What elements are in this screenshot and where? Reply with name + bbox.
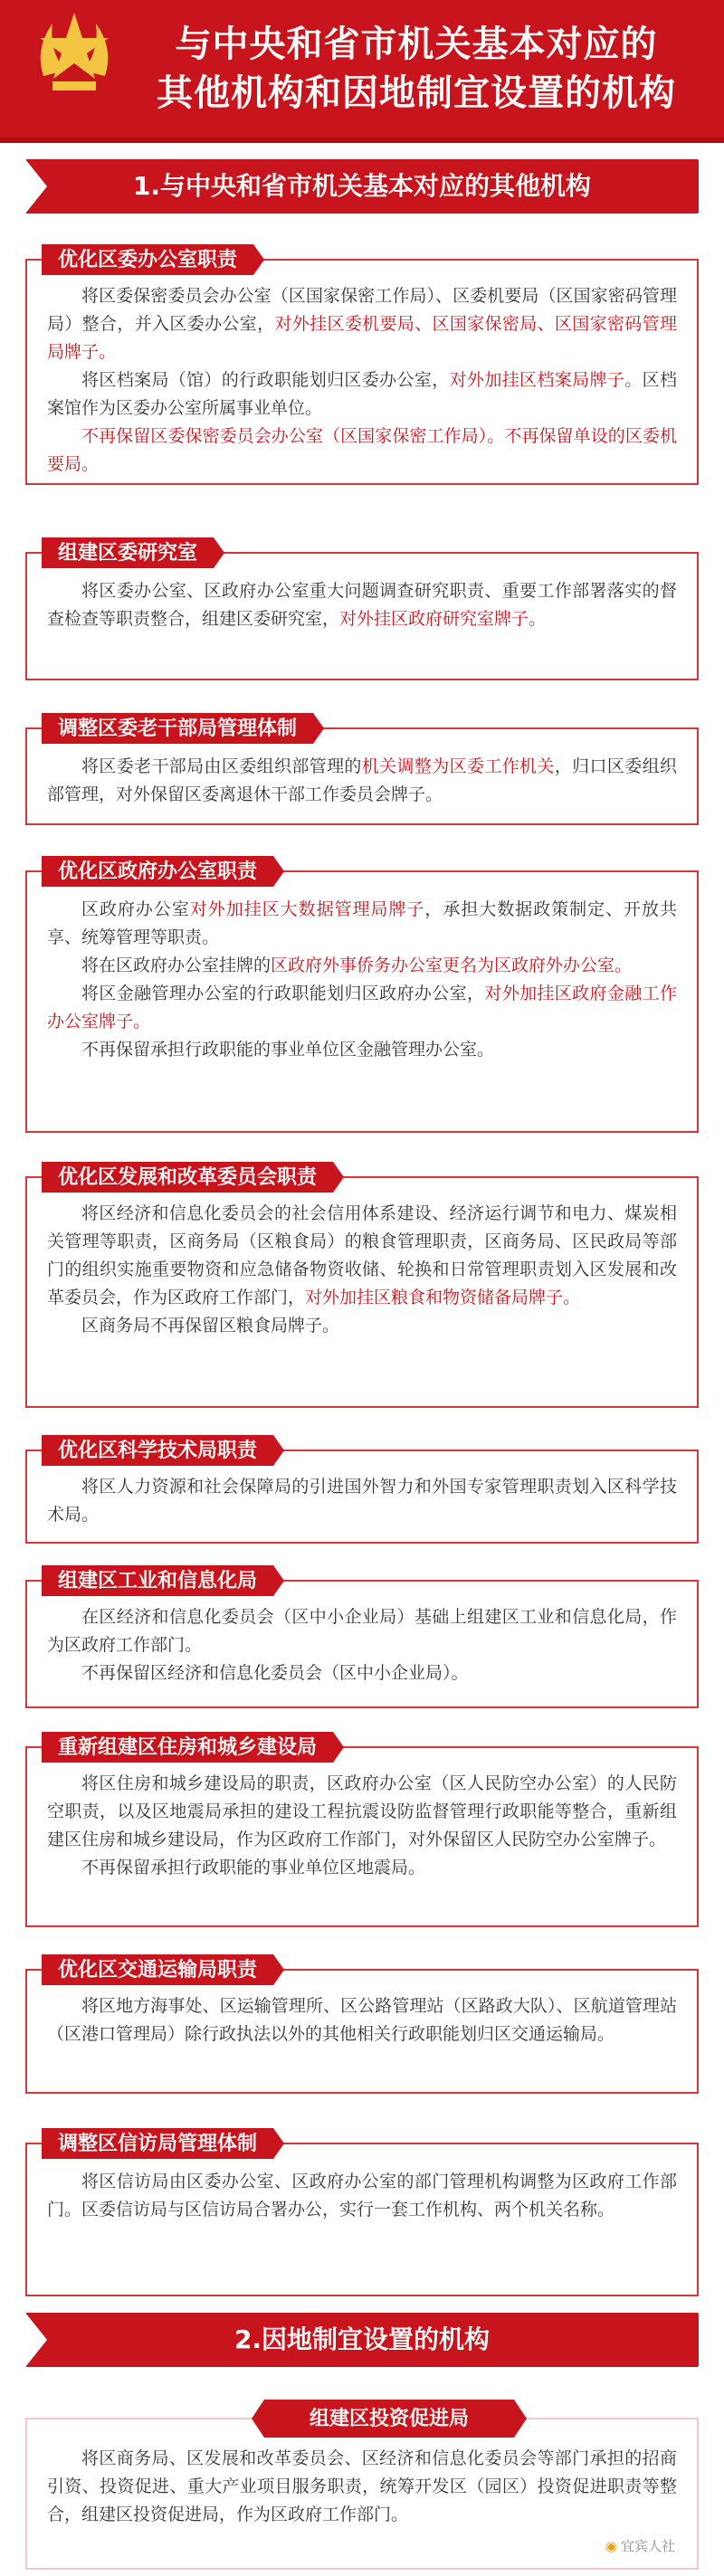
text-span: 将区人力资源和社会保障局的引进国外智力和外国专家管理职责划入区科学技术局。	[47, 1477, 677, 1525]
text-span: 将区档案局（馆）的行政职能划归区委办公室，	[81, 370, 450, 390]
section-1-heading	[25, 159, 699, 214]
item-text	[47, 1992, 677, 2048]
item-text	[47, 577, 677, 633]
text-span: 区政府办公室	[81, 899, 190, 919]
paragraph	[47, 1992, 677, 2048]
item-tag-3: 优化区政府办公室职责	[42, 856, 273, 887]
page-title	[127, 20, 706, 118]
item-tag-5: 优化区科学技术局职责	[42, 1435, 273, 1466]
section-2-heading-text: 2.因地制宜设置的机构	[233, 2324, 491, 2354]
text-span: 对外加挂区大数据管理局牌子	[189, 899, 425, 919]
paragraph	[47, 282, 677, 366]
paragraph	[47, 952, 677, 980]
paragraph	[47, 1200, 677, 1312]
text-span: 区档案馆作为区委办公室所属事业单位。	[47, 370, 677, 418]
paragraph	[47, 753, 677, 809]
paragraph	[47, 1036, 677, 1064]
item-tag-4: 优化区发展和改革委员会职责	[42, 1162, 333, 1193]
investment-text: 将区商务局、区发展和改革委员会、区经济和信息化委员会等部门承担的招商引资、投资促进、重大产业项目服务职责，统筹开发区（园区）投资促进职责等整合，组建区投资促进局，作为区政府工作部门。	[47, 2448, 677, 2524]
text-span: 将区经济和信息化委员会的社会信用体系建设、经济运行调节和电力、煤炭相关管理等职责，区商务局（区粮食局）的粮食管理职责，区商务局、区民政局等部门的组织实施重要物资和应急储备物资收储、轮换和日常管理职责划入区发展和改革委员会，作为区政府工作部门，	[47, 1203, 677, 1307]
item-text	[47, 1770, 677, 1882]
item-tag-9: 调整区信访局管理体制	[42, 2128, 273, 2159]
paragraph	[47, 896, 677, 952]
item-box-6	[25, 1569, 699, 1708]
text-span: 在区经济和信息化委员会（区中小企业局）基础上组建区工业和信息化局，作为区政府工作部门。	[47, 1607, 677, 1655]
text-span: 将在区政府办公室挂牌的	[81, 955, 272, 975]
investment-tag: 组建区投资促进局	[264, 2400, 514, 2438]
item-text	[47, 1200, 677, 1340]
text-span: 将区委老干部局由区委组织部管理的	[81, 756, 362, 776]
item-tag-8: 优化区交通运输局职责	[42, 1954, 273, 1985]
item-tag-6: 组建区工业和信息化局	[42, 1565, 273, 1596]
text-span: 区政府外事侨务办公室更名为区政府外办公室。	[271, 955, 633, 975]
wechat-icon: ◉	[605, 2538, 617, 2554]
text-span: 不再保留承担行政职能的事业单位区地震局。	[81, 1858, 426, 1877]
text-span: 对外加挂区政府金融工作办公室牌子。	[47, 984, 677, 1031]
paragraph	[47, 1473, 677, 1529]
paragraph	[47, 366, 677, 423]
text-span: 将区信访局由区委办公室、区政府办公室的部门管理机构调整为区政府工作部门。区委信访局与区信访局合署办公，实行一套工作机构、两个机关名称。	[47, 2172, 677, 2220]
paragraph	[47, 1854, 677, 1882]
item-tag-1: 组建区委研究室	[42, 537, 214, 568]
item-box-2	[25, 717, 699, 825]
item-box-3	[25, 860, 699, 1133]
text-span: ，归口区委组织部管理，对外保留区委离退休干部工作委员会牌子。	[47, 756, 677, 804]
paragraph	[47, 1603, 677, 1659]
item-text	[47, 282, 677, 479]
item-box-8	[25, 1958, 699, 2094]
item-text	[47, 2445, 677, 2529]
text-span: 宜宾人社	[620, 2538, 675, 2554]
item-box-1	[25, 541, 699, 680]
text-span: 不再保留承担行政职能的事业单位区金融管理办公室。	[81, 1040, 495, 1060]
star-emblem-icon	[25, 4, 123, 101]
text-span: 区商务局不再保留区粮食局牌子。	[81, 1316, 340, 1336]
text-span: 将区地方海事处、区运输管理所、区公路管理站（区路政大队）、区航道管理站（区港口管理局）除行政执法以外的其他相关行政职能划归区交通运输局。	[47, 1996, 677, 2044]
text-span: 不再保留区经济和信息化委员会（区中小企业局）。	[81, 1663, 469, 1683]
item-tag-7: 重新组建区住房和城乡建设局	[42, 1732, 333, 1763]
text-span: 对外加挂区粮食和物资储备局牌子。	[305, 1288, 581, 1307]
paragraph	[47, 423, 677, 479]
text-span: 对外挂区政府研究室牌子。	[339, 609, 547, 629]
item-box-7	[25, 1735, 699, 1927]
paragraph	[47, 2168, 677, 2224]
paragraph	[47, 1659, 677, 1687]
text-span: 将区金融管理办公室的行政职能划归区政府办公室，	[81, 984, 485, 1003]
title-line-2: 其他机构和因地制宜设置的机构	[157, 72, 676, 114]
item-tag-0: 优化区委办公室职责	[42, 244, 253, 275]
text-span: 对外挂区委机要局、区国家保密局、区国家密码管理局牌子。	[47, 314, 677, 362]
item-text	[47, 1603, 677, 1687]
item-box-4	[25, 1165, 699, 1408]
heading-arrow-icon	[25, 159, 47, 214]
paragraph	[47, 1312, 677, 1340]
item-tag-2: 调整区委老干部局管理体制	[42, 713, 313, 744]
text-span: 对外加挂区档案局牌子。	[449, 370, 643, 390]
text-span: 不再保留区委保密委员会办公室（区国家保密工作局）。不再保留单设的区委机要局。	[47, 426, 677, 474]
paragraph	[47, 1770, 677, 1854]
text-span: 将区住房和城乡建设局的职责，区政府办公室（区人民防空办公室）的人民防空职责，以及区地震局承担的建设工程抗震设防监督管理行政职能等整合，重新组建区住房和城乡建设局，作为区政府工作部门，对外保留区人民防空办公室牌子。	[47, 1773, 677, 1849]
paragraph	[47, 577, 677, 633]
text-span: 将区委办公室、区政府办公室重大问题调查研究职责、重要工作部署落实的督查检查等职责整合，组建区委研究室，	[47, 581, 677, 629]
item-box-5	[25, 1439, 699, 1544]
watermark	[605, 2536, 675, 2555]
title-banner	[0, 0, 724, 143]
item-text	[47, 753, 677, 809]
heading-arrow-icon	[25, 2313, 47, 2367]
item-text	[47, 1473, 677, 1529]
section-1-heading-text: 1.与中央和省市机关基本对应的其他机构	[132, 171, 592, 201]
item-box-9	[25, 2132, 699, 2296]
title-line-1: 与中央和省市机关基本对应的	[175, 24, 658, 65]
section-2-heading	[25, 2313, 699, 2367]
item-text	[47, 896, 677, 1064]
text-span: 机关调整为区委工作机关	[361, 756, 555, 776]
paragraph	[47, 980, 677, 1036]
text-span: 将区委保密委员会办公室（区国家保密工作局）、区委机要局（区国家密码管理局）整合，并入区委办公室，	[47, 286, 677, 334]
investment-box	[25, 2407, 699, 2570]
item-text	[47, 2168, 677, 2224]
text-span: ，承担大数据政策制定、开放共享、统筹管理等职责。	[47, 899, 677, 947]
item-box-0	[25, 248, 699, 485]
